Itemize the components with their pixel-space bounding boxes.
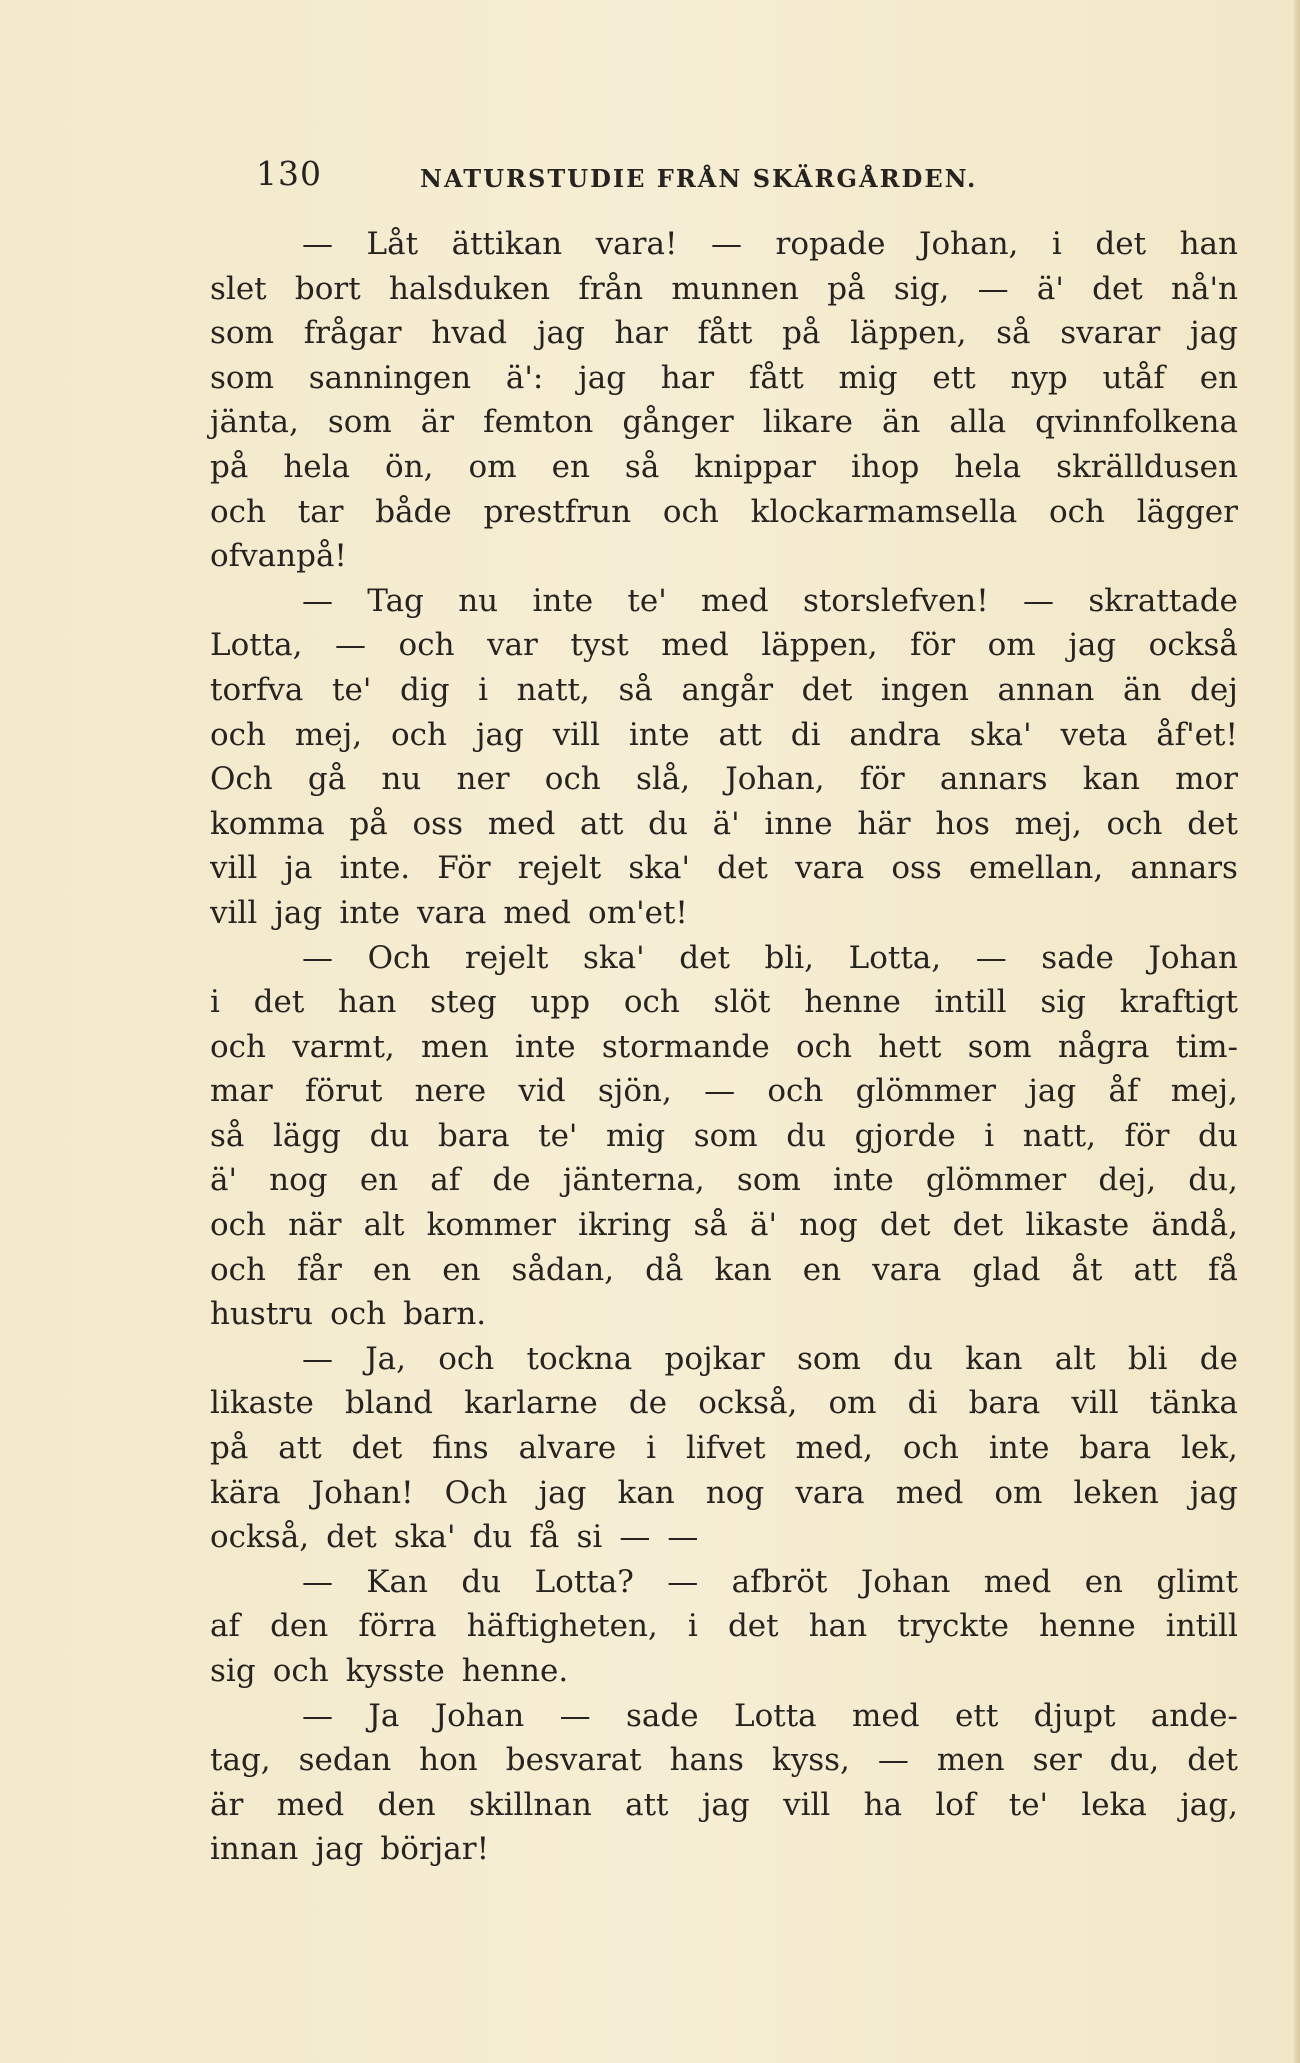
text-line: och får en en sådan, då kan en vara glad åt att få	[210, 1251, 1238, 1288]
text-line: jänta, som är femton gånger likare än alla qvinnfolkena	[210, 404, 1238, 441]
text-line: och när alt kommer ikring så ä' nog det det likaste ändå,	[210, 1207, 1238, 1244]
text-line: — Ja, och tockna pojkar som du kan alt bli de	[302, 1340, 1238, 1377]
text-line: slet bort halsduken från munnen på sig, — ä' det nå'n	[210, 270, 1238, 307]
text-line: i det han steg upp och slöt henne intill sig kraftigt	[210, 984, 1238, 1021]
text-line: vill jag inte vara med om'et!	[210, 894, 688, 931]
running-head: NATURSTUDIE FRÅN SKÄRGÅRDEN.	[420, 164, 978, 193]
text-line: af den förra häftigheten, i det han tryckte henne intill	[210, 1608, 1238, 1645]
text-line: ofvanpå!	[210, 538, 347, 575]
text-line: på hela ön, om en så knippar ihop hela skrälldusen	[210, 448, 1238, 485]
text-line: torfva te' dig i natt, så angår det ingen annan än dej	[210, 671, 1238, 708]
text-line: Och gå nu ner och slå, Johan, för annars kan mor	[210, 761, 1238, 798]
text-line: — Tag nu inte te' med storslefven! — skrattade	[302, 582, 1238, 619]
text-line: är med den skillnan att jag vill ha lof te' leka jag,	[210, 1786, 1238, 1823]
text-line: Lotta, — och var tyst med läppen, för om jag också	[210, 627, 1238, 664]
page-edge	[1294, 0, 1300, 2063]
text-line: och tar både prestfrun och klockarmamsella och lägger	[210, 493, 1238, 530]
text-line: och varmt, men inte stormande och hett som några tim-	[210, 1028, 1238, 1065]
text-line: mar förut nere vid sjön, — och glömmer jag åf mej,	[210, 1073, 1238, 1110]
text-line: ä' nog en af de jänterna, som inte glömmer dej, du,	[210, 1162, 1238, 1199]
text-line: som sanningen ä': jag har fått mig ett nyp utåf en	[210, 359, 1238, 396]
text-line: — Kan du Lotta? — afbröt Johan med en glimt	[302, 1563, 1238, 1600]
text-line: kära Johan! Och jag kan nog vara med om leken jag	[210, 1474, 1238, 1511]
text-line: innan jag börjar!	[210, 1831, 490, 1868]
text-line: tag, sedan hon besvarat hans kyss, — men ser du, det	[210, 1742, 1238, 1779]
page-number: 130	[256, 154, 322, 193]
body-text	[210, 222, 1238, 1872]
text-line: — Låt ättikan vara! — ropade Johan, i det han	[302, 226, 1238, 262]
text-line: också, det ska' du få si — —	[210, 1519, 699, 1556]
text-line: hustru och barn.	[210, 1296, 487, 1333]
text-line: — Ja Johan — sade Lotta med ett djupt ande-	[302, 1697, 1238, 1734]
text-line: likaste bland karlarne de också, om di bara vill tänka	[210, 1385, 1238, 1422]
text-line: och mej, och jag vill inte att di andra ska' veta åf'et!	[210, 716, 1238, 753]
text-line: så lägg du bara te' mig som du gjorde i natt, för du	[210, 1117, 1238, 1154]
text-line: som frågar hvad jag har fått på läppen, så svarar jag	[210, 315, 1238, 352]
page-header	[210, 154, 1240, 194]
text-line: på att det fins alvare i lifvet med, och inte bara lek,	[210, 1430, 1238, 1467]
text-line: vill ja inte. För rejelt ska' det vara oss emellan, annars	[210, 850, 1238, 887]
text-line: komma på oss med att du ä' inne här hos mej, och det	[210, 805, 1238, 842]
text-line: — Och rejelt ska' det bli, Lotta, — sade Johan	[302, 939, 1238, 976]
text-line: sig och kysste henne.	[210, 1653, 569, 1689]
